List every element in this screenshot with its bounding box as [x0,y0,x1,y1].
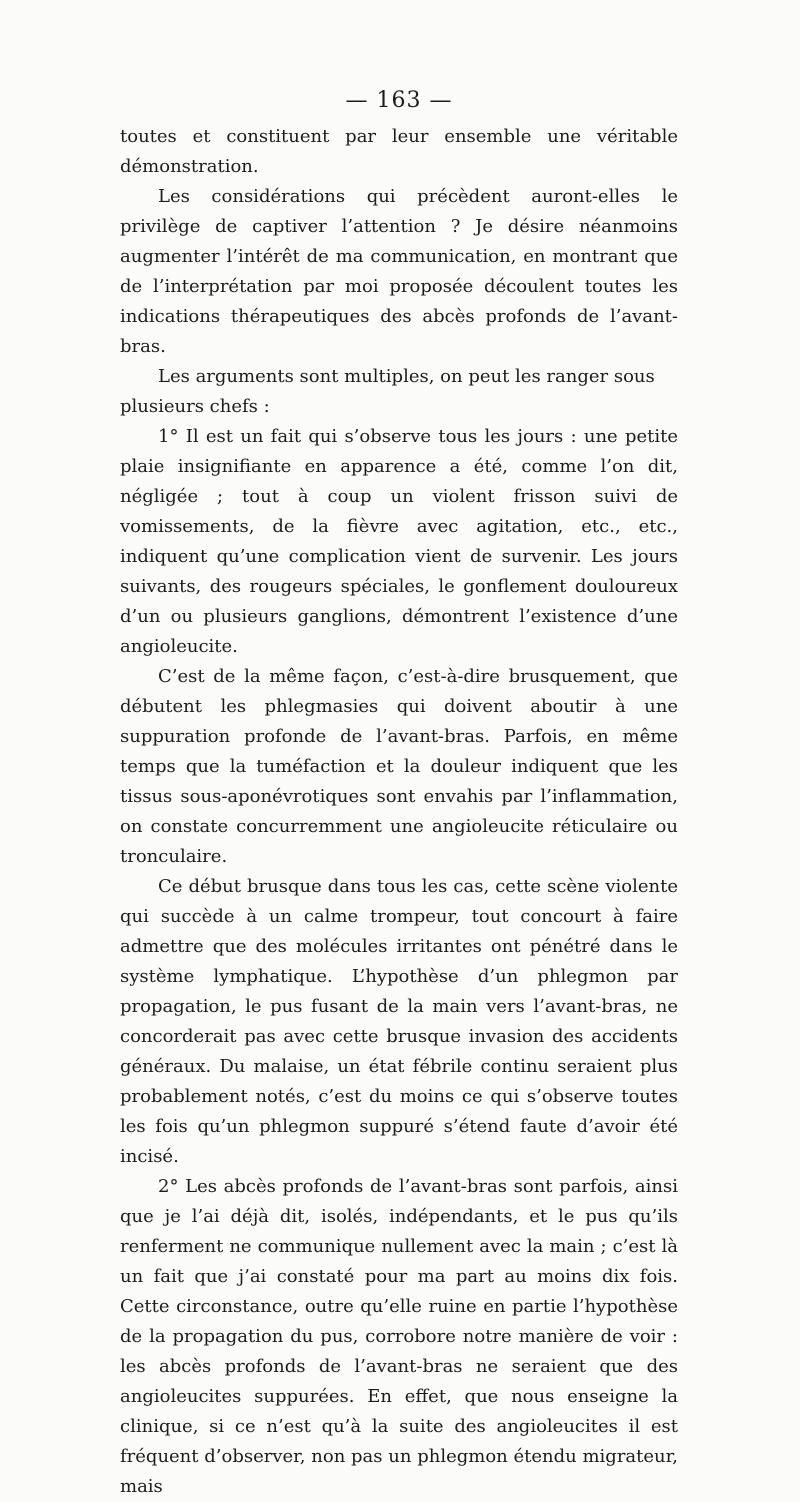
paragraph-3: Les arguments sont multiples, on peut les ranger sous plusieurs chefs : [120,366,655,417]
paragraph-2: Les considérations qui précèdent auront-elles le privilège de captiver l’attention ? Je désire néanmoins augmenter l’intérêt de ma communication, en montrant que de l’interprétation par moi proposée découlent toutes les indications thérapeutiques des abcès profonds de l’avant-bras. [120,186,678,357]
paragraph-4: 1° Il est un fait qui s’observe tous les jours : une petite plaie insignifiante en apparence a été, comme l’on dit, négligée ; tout à coup un violent frisson suivi de vomissements, de la fièvre avec agitation, etc., etc., indiquent qu’une complication vient de survenir. Les jours suivants, des rougeurs spéciales, le gonflement douloureux d’un ou plusieurs ganglions, démontrent l’existence d’une angioleucite. [120,426,678,657]
paragraph-6: Ce début brusque dans tous les cas, cette scène violente qui succède à un calme trompeur, tout concourt à faire admettre que des molécules irritantes ont pénétré dans le système lymphatique. L’hypothèse d’un phlegmon par propagation, le pus fusant de la main vers l’avant-bras, ne concorderait pas avec cette brusque invasion des accidents généraux. Du malaise, un état fébrile continu seraient plus probablement notés, c’est du moins ce qui s’observe toutes les fois qu’un phlegmon suppuré s’étend faute d’avoir été incisé. [120,876,678,1167]
paragraph-5: C’est de la même façon, c’est-à-dire brusquement, que débutent les phlegmasies qui doivent aboutir à une suppuration profonde de l’avant-bras. Parfois, en même temps que la tuméfaction et la douleur indiquent que les tissus sous-aponévrotiques sont envahis par l’inflammation, on constate concurremment une angioleucite réticulaire ou tronculaire. [120,666,678,867]
paragraph-7: 2° Les abcès profonds de l’avant-bras sont parfois, ainsi que je l’ai déjà dit, isolés, indépendants, et le pus qu’ils renferment ne communique nullement avec la main ; c’est là un fait que j’ai constaté pour ma part au moins dix fois. Cette circonstance, outre qu’elle ruine en partie l’hypothèse de la propagation du pus, corrobore notre manière de voir : les abcès profonds de l’avant-bras ne seraient que des angioleucites suppurées. En effet, que nous enseigne la clinique, si ce n’est qu’à la suite des angioleucites il est fréquent d’observer, non pas un phlegmon étendu migrateur, mais [120,1176,678,1497]
paragraph-1: toutes et constituent par leur ensemble une véritable démonstration. [120,126,678,177]
book-page [120,86,678,1502]
page-number: — 163 — [345,88,453,113]
